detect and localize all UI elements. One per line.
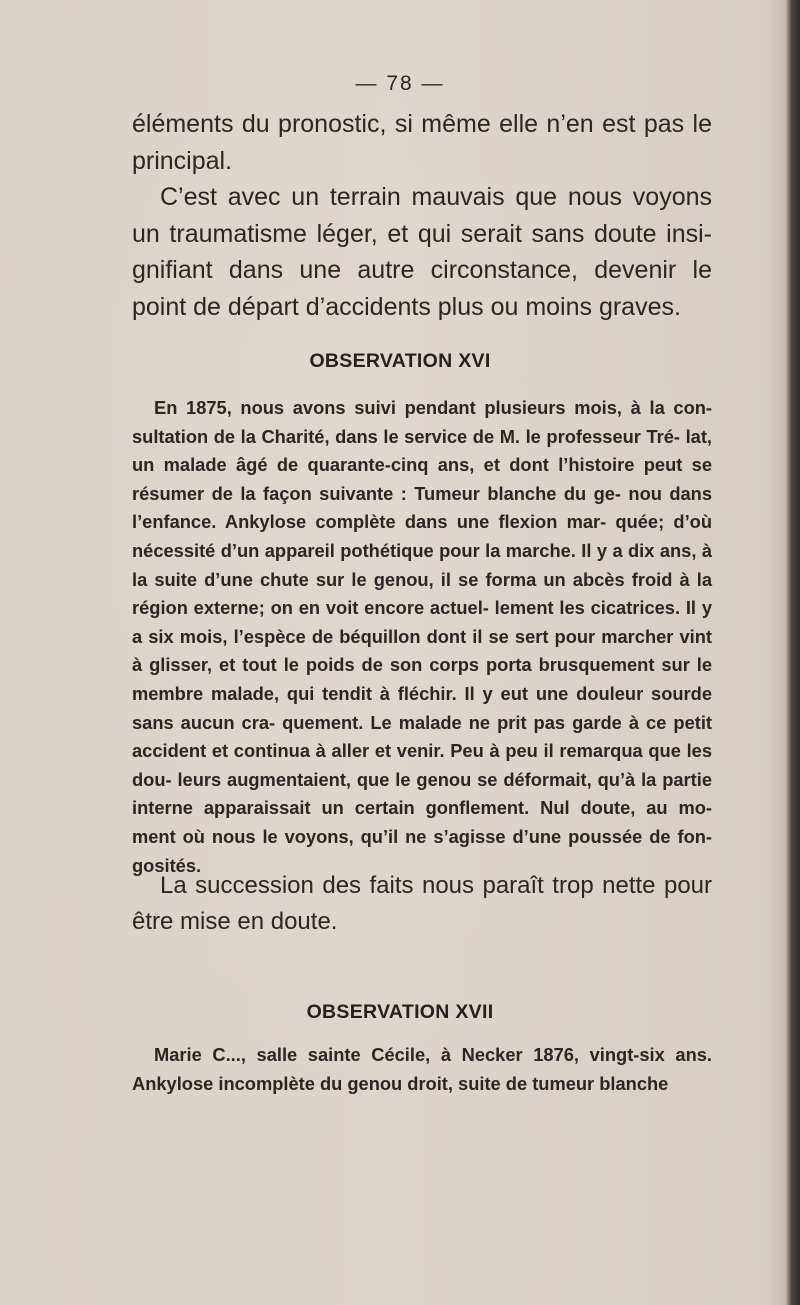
observation-17-body [132, 1041, 712, 1098]
conclusion-text [132, 868, 712, 940]
intro-paragraph-1: éléments du pronostic, si même elle n’en est pas le principal. [132, 110, 712, 175]
observation-16-body [132, 394, 712, 880]
observation-16-heading: OBSERVATION XVI [309, 350, 491, 372]
conclusion-paragraph: La succession des faits nous paraît trop nette pour être mise en doute. [132, 872, 712, 935]
observation-17-heading: OBSERVATION XVII [306, 1001, 494, 1023]
binding-shadow [768, 0, 786, 1305]
book-binding-edge [786, 0, 800, 1305]
observation-17-paragraph: Marie C..., salle sainte Cécile, à Necker 1876, vingt-six ans. Ankylose incomplète du genou droit, suite de tumeur blanche [132, 1044, 712, 1094]
intro-text [132, 106, 712, 325]
intro-paragraph-2: C’est avec un terrain mauvais que nous voyons un traumatisme léger, et qui serait sans doute insi- gnifiant dans une autre circonstance, devenir le point de départ d’accidents plus ou moins graves. [132, 183, 712, 321]
page-number: — 78 — [355, 72, 445, 95]
observation-16-paragraph: En 1875, nous avons suivi pendant plusieurs mois, à la con- sultation de la Charité, dans le service de M. le professeur Tré- lat, un malade âgé de quarante-cinq ans, et dont l’histoire peut se résumer de la façon suivante : Tumeur blanche du ge- nou dans l’enfance. Ankylose complète dans une flexion mar- quée; d’où nécessité d’un appareil pothétique pour la marche. Il y a dix ans, à la suite d’une chute sur le genou, il se forma un abcès froid à la région externe; on en voit encore actuel- lement les cicatrices. Il y a six mois, l’espèce de béquillon dont il se sert pour marcher vint à glisser, et tout le poids de son corps porta brusquement sur le membre malade, qui tendit à fléchir. Il y eut une douleur sourde sans aucun cra- quement. Le malade ne prit pas garde à ce petit accident et continua à aller et venir. Peu à peu il remarqua que les dou- leurs augmentaient, que le genou se déformait, qu’à la partie interne apparaissait un certain gonflement. Nul doute, au mo- ment où nous le voyons, qu’il ne s’agisse d’une poussée de fon- gosités. [132, 397, 712, 876]
